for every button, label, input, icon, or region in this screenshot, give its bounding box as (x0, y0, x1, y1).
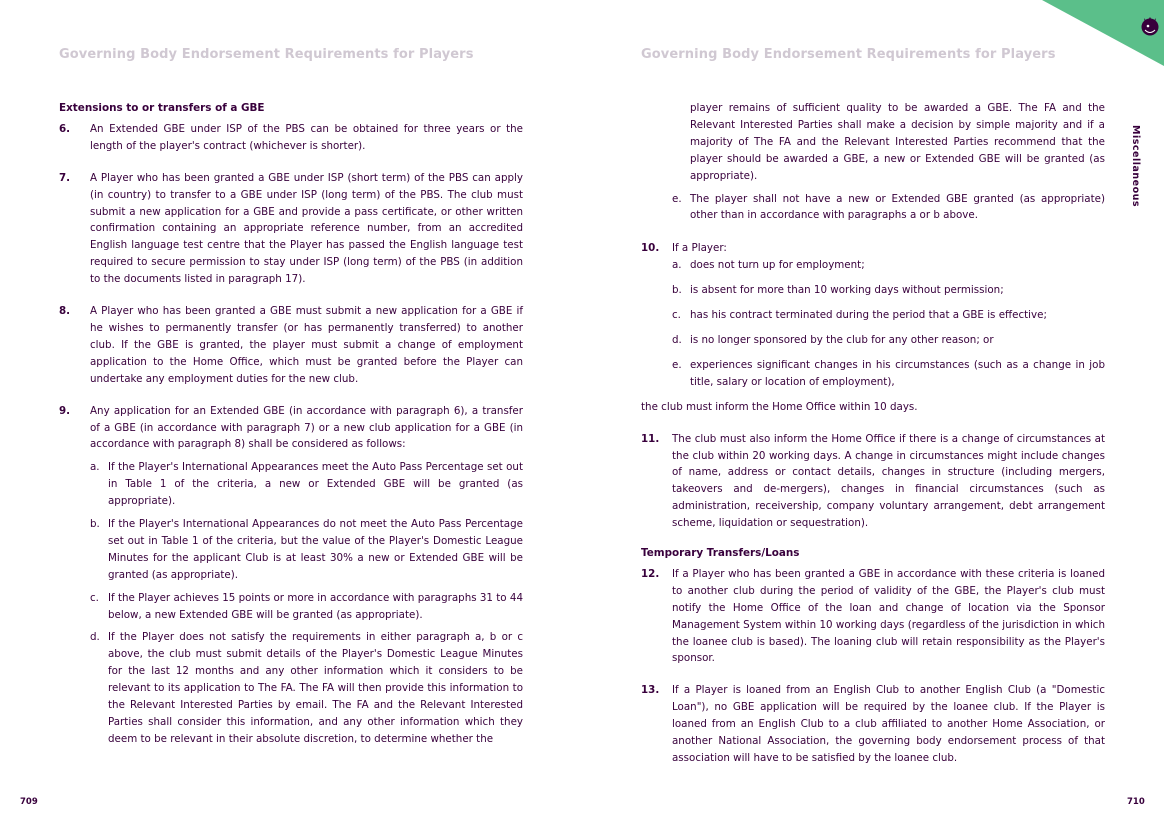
sub-item-a (90, 459, 523, 510)
sub-item-e (672, 191, 1105, 225)
sub-item-text: has his contract terminated during the period that a GBE is effective; (690, 309, 1047, 322)
section-title-extensions: Extensions to or transfers of a GBE (59, 102, 265, 114)
paragraph-text: If a Player who has been granted a GBE in accordance with these criteria is loaned to another club during the period of validity of the GBE, the Player's club must notify the Home Office of the loan and change of location via the Sponsor Management System within 10 working days (regardless of the jurisdiction in which the loanee club is based). The loaning club will retain responsibility as the Player's sponsor. (672, 567, 1105, 665)
sub-item-letter: d. (90, 631, 100, 644)
page-header-right: Governing Body Endorsement Requirements for Players (641, 47, 1056, 62)
sub-item-c (90, 590, 523, 624)
sub-item-text: The player shall not have a new or Extended GBE granted (as appropriate) other than in accordance with paragraphs a or b above. (690, 192, 1105, 222)
paragraph-number: 13. (641, 684, 660, 697)
paragraph-number: 7. (59, 171, 71, 184)
section-title-temporary-transfers: Temporary Transfers/Loans (641, 547, 800, 560)
paragraph-13 (641, 682, 1105, 767)
sub-item-text: does not turn up for employment; (690, 259, 865, 272)
sub-item-letter: e. (672, 358, 682, 371)
paragraph-12 (641, 566, 1105, 667)
right-column (641, 100, 1105, 782)
paragraph-6 (59, 121, 523, 155)
paragraph-number: 10. (641, 242, 660, 255)
paragraph-text: An Extended GBE under ISP of the PBS can be obtained for three years or the length of the player's contract (whichever is shorter). (90, 122, 523, 152)
left-column (59, 100, 523, 763)
sub-item-letter: e. (672, 192, 682, 205)
paragraph-number: 8. (59, 305, 71, 318)
paragraph-text: Any application for an Extended GBE (in accordance with paragraph 6), a transfer of a GBE (in accordance with paragraph 7) or a new club application for a GBE (in accordance with paragraph 8) shall be considered as follows: (90, 404, 523, 451)
sub-item-letter: d. (672, 333, 682, 346)
sub-item-d (672, 332, 1105, 349)
sub-item-e (672, 357, 1105, 391)
sub-item-letter: c. (90, 591, 99, 604)
sub-item-a (672, 257, 1105, 274)
paragraph-number: 9. (59, 404, 71, 417)
sub-item-text: If the Player's International Appearances do not meet the Auto Pass Percentage set out in Table 1 of the criteria, but the value of the Player's Domestic League Minutes for the applicant Club is at least 30% a new or Extended GBE will be granted (as appropriate). (108, 518, 523, 581)
paragraph-10 (641, 240, 1105, 415)
sub-item-text: experiences significant changes in his circumstances (such as a change in job title, salary or location of employment), (690, 358, 1105, 388)
sub-item-b (672, 282, 1105, 299)
paragraph-7 (59, 170, 523, 288)
paragraph-text: If a Player: (672, 242, 727, 255)
sub-item-b (90, 516, 523, 584)
sub-item-letter: c. (672, 309, 681, 322)
paragraph-text: If a Player is loaned from an English Club to another English Club (a "Domestic Loan"), no GBE application will be required by the loanee club. If the Player is loaned from an English Club to a club affiliated to another Home Association, or another National Association, the governing body endorsement process of that association will have to be satisfied by the loanee club. (672, 684, 1105, 764)
paragraph-number: 11. (641, 432, 660, 445)
sub-item-text: If the Player does not satisfy the requirements in either paragraph a, b or c above, the club must submit details of the Player's Domestic League Minutes for the last 12 months and any other information which it considers to be relevant to its application to The FA. The FA will then provide this information to the Relevant Interested Parties by email. The FA and the Relevant Interested Parties shall consider this information, and any other information which they deem to be relevant in their absolute discretion, to determine whether the (108, 631, 523, 745)
paragraph-closing-text: the club must inform the Home Office within 10 days. (641, 400, 918, 413)
paragraph-8 (59, 303, 523, 388)
sub-item-letter: a. (90, 461, 100, 474)
paragraph-text: A Player who has been granted a GBE must submit a new application for a GBE if he wishes to permanently transfer (or has permanently transferred) to another club. If the GBE is granted, the player must submit a change of employment application to the Home Office, which must be granted before the Player can undertake any employment duties for the new club. (90, 305, 523, 385)
sub-item-letter: a. (672, 259, 682, 272)
sub-item-d (90, 629, 523, 747)
sub-item-text: is no longer sponsored by the club for any other reason; or (690, 333, 994, 346)
paragraph-number: 6. (59, 122, 71, 135)
continued-sub-item-d: player remains of sufficient quality to be awarded a GBE. The FA and the Relevant Interested Parties shall make a decision by simple majority and if a majority of The FA and the Relevant Interested Parties recommend that the player should be awarded a GBE, a new or Extended GBE will be granted (as appropriate). (690, 102, 1105, 182)
sub-item-letter: b. (672, 284, 682, 297)
page-number-right: 710 (1127, 797, 1145, 807)
paragraph-text: A Player who has been granted a GBE under ISP (short term) of the PBS can apply (in country) to transfer to a GBE under ISP (long term) of the PBS. The club must submit a new application for a GBE and provide a pass certificate, or other written confirmation containing an appropriate reference number, from an accredited English language test centre that the Player has passed the English language test required to secure permission to stay under ISP (long term) of the PBS (in addition to the documents listed in paragraph 17). (90, 171, 523, 286)
paragraph-9 (59, 403, 523, 748)
sub-item-text: is absent for more than 10 working days without permission; (690, 284, 1004, 297)
paragraph-text: The club must also inform the Home Office if there is a change of circumstances at the club within 20 working days. A change in circumstances might include changes of name, address or contact details, changes in structure (including mergers, takeovers and de-mergers), changes in financial circumstances (such as administration, receivership, company voluntary arrangement, debt arrangement scheme, liquidation or sequestration). (672, 432, 1105, 530)
paragraph-number: 12. (641, 567, 660, 580)
sub-item-letter: b. (90, 518, 100, 531)
sub-item-c (672, 307, 1105, 324)
paragraph-11 (641, 431, 1105, 532)
sub-item-text: If the Player's International Appearances meet the Auto Pass Percentage set out in Table 1 of the criteria, a new or Extended GBE will be granted (as appropriate). (108, 461, 523, 508)
section-tab-miscellaneous[interactable]: Miscellaneous (1130, 125, 1141, 208)
page-header-left: Governing Body Endorsement Requirements for Players (59, 47, 474, 62)
sub-item-text: If the Player achieves 15 points or more in accordance with paragraphs 31 to 44 below, a new Extended GBE will be granted (as appropriate). (108, 591, 523, 621)
page-number-left: 709 (20, 797, 38, 807)
